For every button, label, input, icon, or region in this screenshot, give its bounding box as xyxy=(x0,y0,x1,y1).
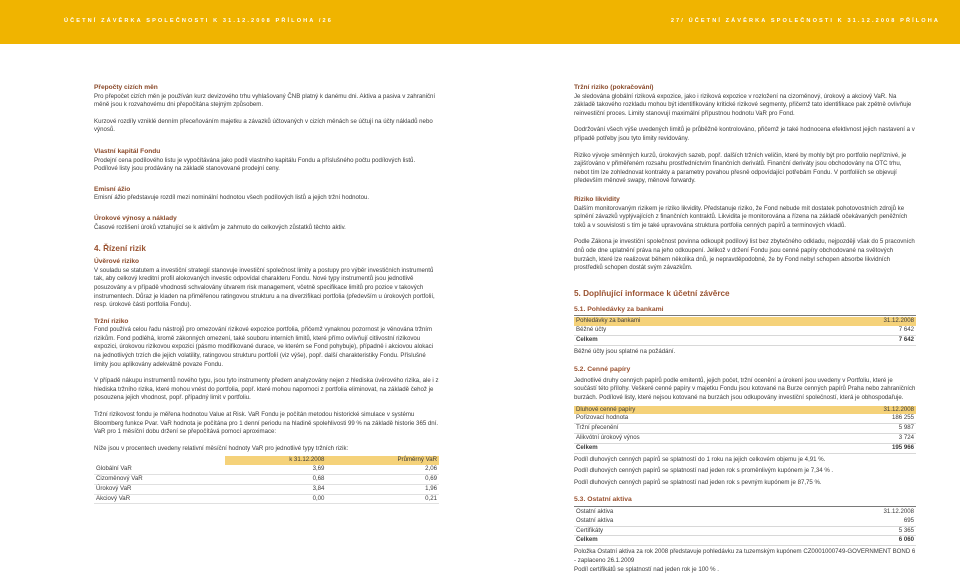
table-row xyxy=(574,326,916,335)
table-cell: 5 987 xyxy=(801,424,916,434)
pohledavky-title: 5.1. Pohledávky za bankami xyxy=(574,306,916,317)
urok-title: Úrokové výnosy a náklady xyxy=(94,214,177,222)
pohledavky-note: Běžné účty jsou splatné na požádání. xyxy=(574,347,676,355)
dluhove-header-date: 31.12.2008 xyxy=(801,406,916,415)
table-cell: 7 642 xyxy=(801,335,916,345)
dluhove-note-1: Podíl dluhových cenných papírů se splatností do 1 roku na jejich celkovém objemu je 4,91 %. xyxy=(574,455,826,463)
likvidita-p2: Podle Zákona je investiční společnost povinna odkoupit podílový list bez zbytečného odkladu, nejpozději však do 5 pracovních dnů ode dne uplatnění práva na jeho odkoupení. Jelikož v držení Fondu jsou cenné papíry obchodované na světových burzách, které lze realizovat během několika dnů, je nepravděpodobné, že by Fond nebyl schopen absorbe likvidních prostředků schopen dostát svým závazkům. xyxy=(574,238,915,272)
trzni2-p3: Riziko vývoje směnných kurzů, úrokových sazeb, popř. dalších tržních veličin, které by mohly být pro portfolio nepříznivé, je zajišťováno v přiměřeném rozsahu prostředníctvím finančních derivátů. Finanční deriváty jsou obchodovány na OTC trhu, nebot tím lze zohlednovat kontrakty a parametry povahou přesně odpovídající potřebám Fondu. V portfoliích se objevují především měnové swapy, měnové forwardy. xyxy=(574,151,907,185)
table-total-row xyxy=(574,536,916,546)
table-cell: Ostatní aktiva xyxy=(574,517,760,526)
var-header-date: k 31.12.2008 xyxy=(225,456,327,465)
table-cell: Celkem xyxy=(574,335,801,345)
trzni2-title: Tržní riziko (pokračování) xyxy=(574,84,654,91)
dluhove-header-label: Dluhové cenné papíry xyxy=(574,406,801,415)
trzni-p4: Níže jsou v procentech uvedeny relativní měsíční hodnoty VaR pro jednotlivé typy tržních rizik: xyxy=(94,444,349,452)
table-cell: 195 966 xyxy=(801,443,916,453)
trzni-p3: Tržní rizikovost fondu je měřena hodnotou Value at Risk. VaR Fondu je počítán metodou historické simulace v systému Bloomberg funkce Pvar. VaR hodnota je počítána pro 1 denní periodu na hladině spolehlivosti 99 % na základě historie 365 dní. VaR pro 1 měsíční dobu držení se přepočítává pomocí aproximace: xyxy=(94,411,439,436)
dluhove-note-2: Podíl dluhových cenných papírů se splatností nad jeden rok s proměnlivým kupónem je 7,34 % . xyxy=(574,467,834,475)
table-cell: Alikvótní úrokový výnos xyxy=(574,434,801,444)
table-cell: 695 xyxy=(760,517,916,526)
table-row xyxy=(574,434,916,444)
var-table xyxy=(94,456,439,504)
table-row xyxy=(574,424,916,434)
doplnujici-title: 5. Doplňující informace k účetní závěrce xyxy=(574,288,730,298)
table-cell: 3 724 xyxy=(801,434,916,444)
header-left: ÚČETNÍ ZÁVĚRKA SPOLEČNOSTI K 31.12.2008 PŘÍLOHA /26 xyxy=(64,18,333,24)
table-cell: 5 365 xyxy=(760,526,916,536)
uverove-title: Úvěrové riziko xyxy=(94,258,140,266)
table-cell: 3,69 xyxy=(225,465,327,474)
table-cell: Akciový VaR xyxy=(94,494,225,504)
header-bar xyxy=(0,0,960,44)
table-row xyxy=(94,475,439,485)
table-row xyxy=(94,494,439,504)
kapital-title: Vlastní kapitál Fondu xyxy=(94,147,161,155)
trzni2-p2: Dodržování všech výše uvedených limitů je průběžně kontrolováno, přičemž je také hodnocena efektivnost jejich nastavení a v případě potřeby jsou tyto limity revidovány. xyxy=(574,126,915,142)
table-cell: 6 060 xyxy=(760,536,916,546)
cenne-p: Jednotlivé druhy cenných papírů podle emitentů, jejich počet, tržní ocenění a úrokení jsou uvedeny v Portfoliu, které je součástí této přílohy. Veškeré cenné papíry v majetku Fondu jsou kotované na Burze cenných papírů Praha nebo zahraničních burzách. Podílové listy, které nejsou kotované na burzách jsou odkupovány investiční společností, která je obhospodařuje. xyxy=(574,376,916,402)
likvidita-p1: Dalším monitorovaným rizikem je riziko likvidity. Předstanuje riziko, že Fond nebude mít dostatek pohotovostních zdrojů ke splnění závazků vyplývajících z finančních kontraktů. Likvidita je monitorována a řízena na základě očekávaných peněžních toků a v souvislosti s tím je také upravována struktura portfolia cenných papírů a terminových vkladů. xyxy=(574,204,908,229)
pohledavky-header-label: Pohledávky za bankami xyxy=(574,317,801,326)
dluhove-table xyxy=(574,406,916,454)
urok-p: Časové rozlišení úroků vztahující se k aktivům je zahrnuto do celkových zůstatků těchto aktiv. xyxy=(94,223,346,231)
likvidita-title: Riziko likvidity xyxy=(574,195,620,203)
rizeni-title: 4. Řízení rizik xyxy=(94,244,146,254)
left-column xyxy=(94,84,439,504)
table-cell: Běžné účty xyxy=(574,326,801,335)
prepocty-p2: Kurzové rozdíly vzniklé denním přeceňováním majetku a závazků účtovaných v cizích měnách se účtují na účty nákladů nebo výnosů. xyxy=(94,117,433,134)
var-header-avg: Průměrný VaR xyxy=(326,456,439,465)
trzni-p1: Fond používá celou řadu nástrojů pro omezování rizikové expozice portfolia, přičemž vynaknou pozornost je věnována tržním rizikům. Fond podléhá, kromě zákonných omezení, také souboru interních limitů, které přímo ovlivňují citlivostní rizikovou expozici, úrokovou rizikovou expozici (pásmo modifikované durace, ve kterém se Fond pohybuje), případně i akciovou alokaci na jednotlivých trzích dle jejich volatility, ratingovou strukturu portfolií (viz výše), popř. další charakteristiky Fondu. Příslušné limity jsou aplikovány adekvátně povaze Fondu. xyxy=(94,326,434,368)
table-cell: 0,21 xyxy=(326,494,439,504)
ostatni-note-2: Podíl certifikátů se splatností nad jeden rok je 100 % . xyxy=(574,566,719,574)
table-cell: 186 255 xyxy=(801,414,916,423)
trzni-p2: V případě nákupu instrumentů nového typu, jsou tyto instrumenty předem analyzovány nejen z hlediska úvěrového rizika, ale i z hlediska tržního rizika, které mohou vnést do portfolia, popř. které mohou napomoci z portfolia eliminovat, na základě čehož je posouzena jejich vhodnost, popř. případný limit v portfoliu. xyxy=(94,377,439,402)
table-cell: Globální VaR xyxy=(94,465,225,474)
header-right: 27/ ÚČETNÍ ZÁVĚRKA SPOLEČNOSTI K 31.12.2008 PŘÍLOHA xyxy=(670,18,940,24)
ostatni-header-label: Ostatní aktiva xyxy=(574,508,760,517)
table-cell: 3,84 xyxy=(225,484,327,494)
table-total-row xyxy=(574,335,916,345)
trzni2-p1: Je sledována globální riziková expozice, jako i riziková expozice v rozložení na cizoměnový, úrokový a akciový VaR. Na základě takového rozkladu mohou být identifikovány kritické rizikové segmenty, přičemž tato identifikace pak zpětně ovlivňuje reinvestiční proces. Limity stanovují maximální přípustnou hodnotu VaR pro Fond. xyxy=(574,92,912,117)
dluhove-note-3: Podíl dluhových cenných papírů se splatností nad jeden rok s pevným kupónem je 87,75 %. xyxy=(574,478,822,486)
table-cell: 7 642 xyxy=(801,326,916,335)
azio-title: Emisní ážio xyxy=(94,185,131,193)
table-cell: Tržní přecenění xyxy=(574,424,801,434)
ostatni-title: 5.3. Ostatní aktiva xyxy=(574,496,916,507)
table-cell: Úrokový VaR xyxy=(94,484,225,494)
table-cell: 0,69 xyxy=(326,475,439,485)
table-row xyxy=(574,526,916,536)
table-cell: Certifikáty xyxy=(574,526,760,536)
table-cell: 2,06 xyxy=(326,465,439,474)
pohledavky-header-date: 31.12.2008 xyxy=(801,317,916,326)
uverove-p: V souladu se statutem a investiční strategií stanovuje investiční společnost limity a postupy pro výběr investičních instrumentů tak, aby celkový kreditní profil alokovaných investic odpovídal charakteru Fondu. Nové typy instrumentů jsou jednotlivě posuzovány a v případě vhodnosti schvalovány útvarem risk management, včetně specifikace limitů pro pozice v takových instrumentech. Důraz je kladen na přiměřenou ratingovou strukturu a na diverzifikaci portfolia (především u úrokových portfolií, resp. úrokové části portfolia Fondu). xyxy=(94,266,435,309)
table-cell: Pořizovací hodnota xyxy=(574,414,801,423)
table-cell: 0,00 xyxy=(225,494,327,504)
azio-p: Emisní ážio představuje rozdíl mezi nominální hodnotou všech podílových listů a jejich tržní hodnotou. xyxy=(94,194,370,202)
table-cell: 0,68 xyxy=(225,475,327,485)
var-header-empty xyxy=(94,456,225,465)
prepocty-title: Přepočty cizích měn xyxy=(94,84,158,91)
table-row xyxy=(574,414,916,423)
right-column xyxy=(574,84,916,575)
kapital-p: Prodejní cena podílového listu je vypočítávána jako podíl vlastního kapitálu Fondu a příslušného počtu podílových listů. Podílové listy jsou prodávány na základě stanovované prodejní ceny. xyxy=(94,156,416,173)
table-cell: Celkem xyxy=(574,536,760,546)
table-total-row xyxy=(574,443,916,453)
cenne-title: 5.2. Cenné papíry xyxy=(574,366,631,374)
ostatni-header-date: 31.12.2008 xyxy=(760,508,916,517)
table-row xyxy=(94,484,439,494)
table-row xyxy=(574,517,916,526)
table-row xyxy=(94,465,439,474)
pohledavky-table xyxy=(574,317,916,345)
table-cell: Cizoměnový VaR xyxy=(94,475,225,485)
ostatni-note-1: Položka Ostatní aktiva za rok 2008 představuje pohledávku za tuzemským kupónem CZ0001000749-GOVERNMENT BOND 6 - zaplaceno 26.1.2009 xyxy=(574,548,916,564)
table-cell: Celkem xyxy=(574,443,801,453)
prepocty-p1: Pro přepočet cizích měn je používán kurz devizového trhu vyhlašovaný ČNB platný k danému dni. Aktiva a pasiva v zahraniční měně jsou k rozvahovému dni přepočítána stejným způsobem. xyxy=(94,92,436,109)
trzni-title: Tržní riziko xyxy=(94,317,129,325)
table-cell: 1,96 xyxy=(326,484,439,494)
ostatni-table xyxy=(574,508,916,546)
